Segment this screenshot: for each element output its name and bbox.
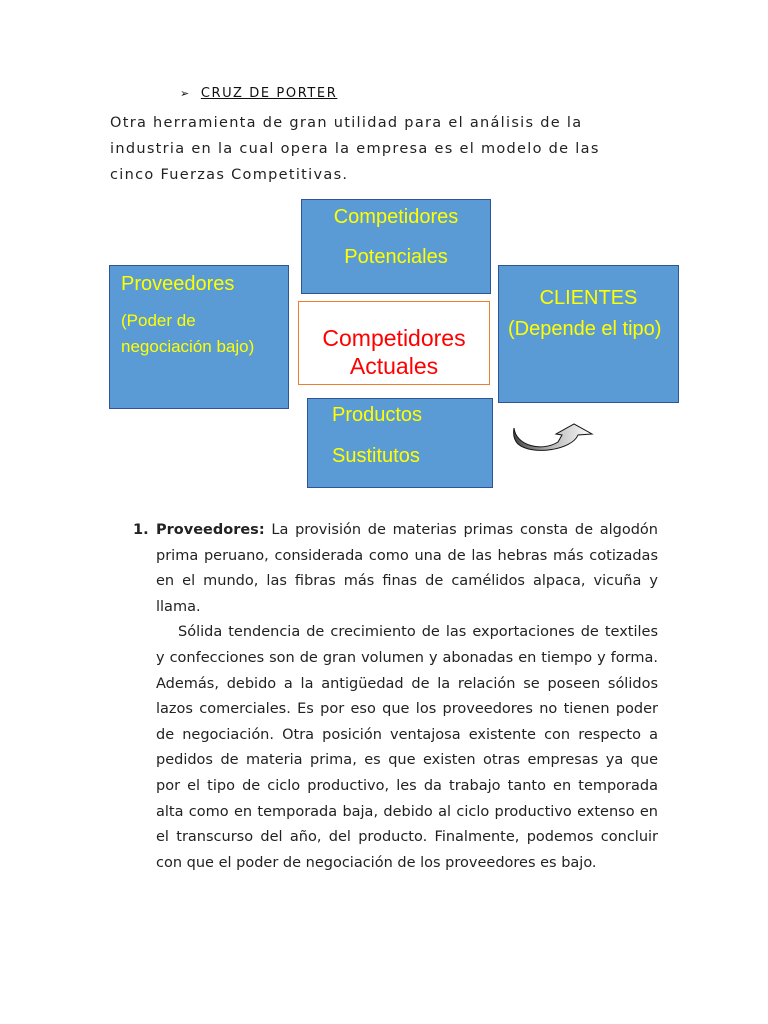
intro-paragraph: Otra herramienta de gran utilidad para el análisis de la industria en la cual opera la empresa es el modelo de las cinco Fuerzas Competitivas. [110, 115, 600, 183]
section-title: CRUZ DE PORTER [200, 86, 338, 101]
list-item-body [156, 518, 658, 876]
box-current-competitors-line2: Actuales [349, 353, 439, 379]
list-item-lead: Proveedores: [156, 522, 265, 538]
section-heading [180, 86, 337, 101]
box-substitute-products-line1: Productos [332, 404, 423, 426]
box-current-competitors-line1: Competidores [322, 325, 466, 351]
arrow-bullet-icon: ➢ [180, 87, 191, 100]
box-suppliers [109, 265, 289, 409]
box-clients [498, 265, 679, 403]
curved-arrow-icon [512, 420, 596, 454]
box-current-competitors [298, 301, 490, 385]
box-suppliers-note: (Poder de negociación bajo) [121, 311, 255, 356]
box-suppliers-title: Proveedores [121, 273, 235, 295]
box-potential-competitors-line1: Competidores [333, 206, 459, 228]
list-item-paragraph-2: Sólida tendencia de crecimiento de las exportaciones de textiles y confecciones son de gran volumen y abonadas en tiempo y forma. Además, debido a la antigüedad de la relación se poseen sólidos lazos comerciales. Es por eso que los proveedores no tienen poder de negociación. Otra posición ventajosa existente con respecto a pedidos de materia prima, es que existen otras empresas ya que por el tipo de ciclo productivo, les da trabajo tanto en temporada alta como en temporada baja, debido al ciclo productivo extenso en el transcurso del año, del producto. Finalmente, podemos concluir con que el poder de negociación de los proveedores es bajo. [156, 624, 658, 871]
list-item-paragraph-1 [156, 518, 658, 620]
box-potential-competitors [301, 199, 491, 294]
list-item-proveedores [133, 518, 658, 876]
box-clients-note: (Depende el tipo) [508, 318, 662, 340]
box-substitute-products-line2: Sustitutos [332, 445, 420, 467]
box-substitute-products [307, 398, 493, 488]
box-potential-competitors-line2: Potenciales [344, 246, 448, 268]
box-clients-title: CLIENTES [539, 287, 638, 309]
list-item-text-1: La provisión de materias primas consta de algodón prima peruano, considerada como una de las hebras más cotizadas en el mundo, las fibras más finas de camélidos alpaca, vicuña y llama. [156, 522, 658, 615]
list-item-number: 1. [133, 522, 149, 538]
